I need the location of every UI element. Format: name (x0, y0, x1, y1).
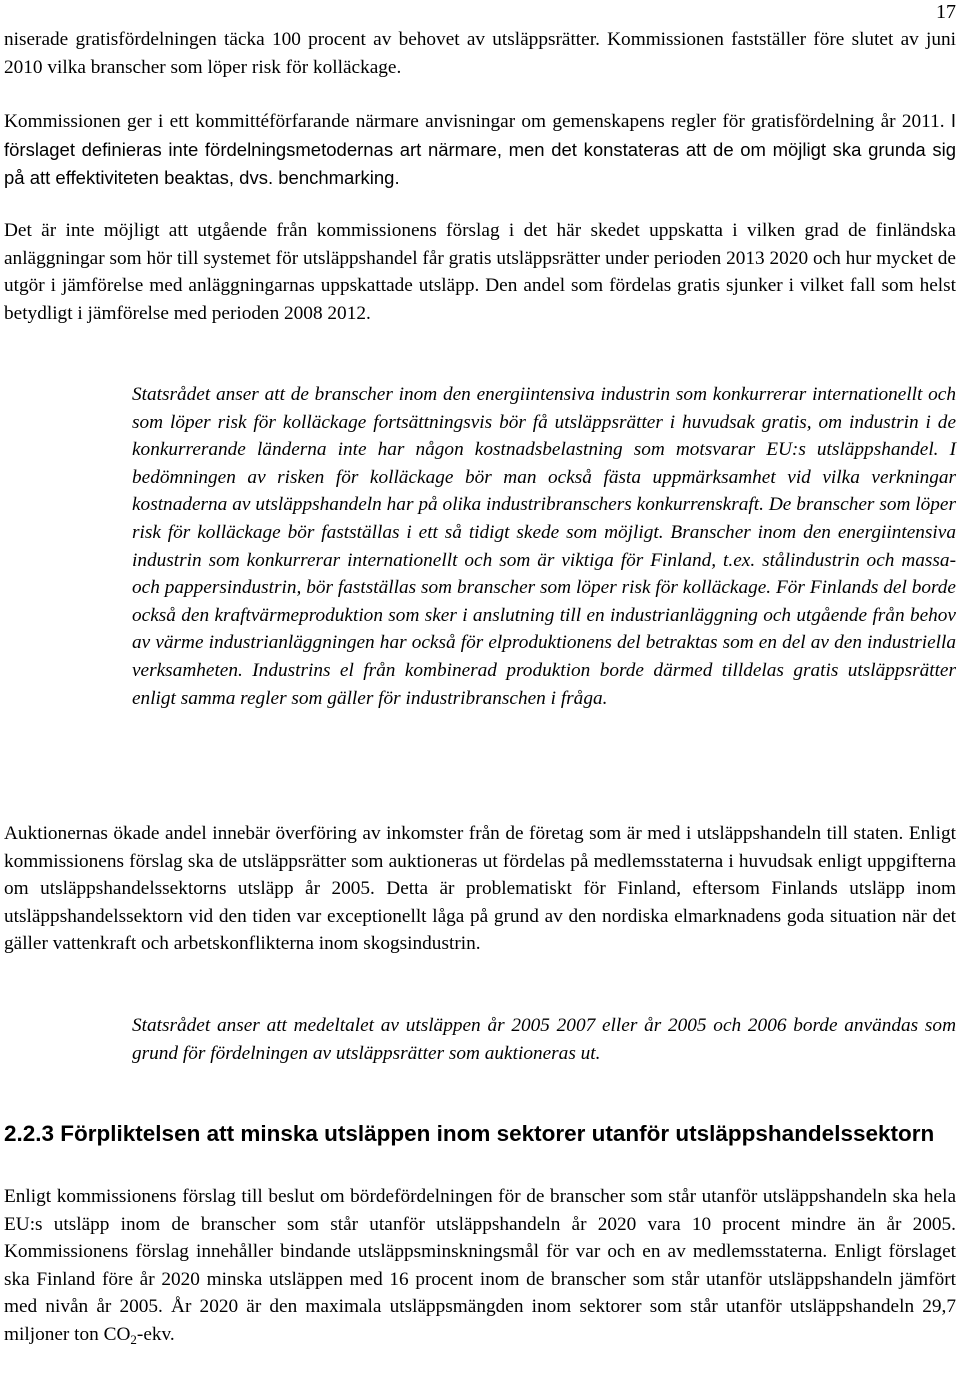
government-position-auction-basis: Statsrådet anser att medeltalet av utsläppen år 2005 2007 eller år 2005 och 2006 borde användas som grund för fördelningen av utsläppsrätter som auktioneras ut. (132, 1015, 956, 1064)
paragraph-committee-procedure (4, 107, 956, 193)
paragraph-auctions: Auktionernas ökade andel innebär överföring av inkomster från de företag som är med i utsläppshandeln till staten. Enligt kommissionens förslag ska de utsläppsrätter som auktioneras ut fördelas på medlemsstaterna i huvudsak enligt uppgifterna om utsläppshandelssektorns utsläpp år 2005. Detta är problematiskt för Finland, eftersom Finlands utsläpp inom utsläppshandelssektorn vid den tiden var exceptionellt låga på grund av den nordiska elmarknadens goda situation när det gäller vattenkraft och arbetskonflikterna inom skogsindustrin. (4, 823, 956, 955)
co2-subscript: 2 (130, 1331, 137, 1347)
paragraph-estimate: Det är inte möjligt att utgående från kommissionens förslag i det här skedet uppskatta i vilken grad de finländska anläggningar som hör till systemet för utsläppshandel får gratis utsläppsrätter under perioden 2013 2020 och hur mycket de utgör i jämförelse med anläggningarnas uppskattade utsläpp. Den andel som fördelas gratis sjunker i vilket fall som helst betydligt i jämförelse med perioden 2008 2012. (4, 220, 956, 324)
effort-sharing-text: Enligt kommissionens förslag till beslut om bördefördelningen för de branscher som står utanför utsläppshandeln ska hela EU:s utsläpp inom de branscher som står utanför utsläppshandeln år 2020 vara 10 procent mindre än år 2005. Kommissionens förslag innehåller bindande utsläppsminskningsmål för var och en av medlemsstaterna. Enligt förslaget ska Finland före år 2020 minska utsläppen med 16 procent inom de branscher som står utanför utsläppshandeln jämfört med nivån år 2005. År 2020 är den maximala utsläppsmängden inom sektorer som står utanför utsläppshandeln 29,7 miljoner ton CO (4, 1186, 956, 1345)
paragraph-free-allocation: niserade gratisfördelningen täcka 100 procent av behovet av utsläppsrätter. Kommissionen fastställer före slutet av juni 2010 vilka branscher som löper risk för kolläckage. (4, 29, 956, 78)
paragraph-effort-sharing (4, 1183, 956, 1349)
page-number: 17 (936, 1, 956, 23)
benchmarking-sentence: I förslaget definieras inte fördelningsmetodernas art närmare, men det konstateras att de om möjligt ska grunda sig på att effektiviteten beaktas, dvs. benchmarking. (4, 110, 956, 189)
government-position-carbon-leakage: Statsrådet anser att de branscher inom den energiintensiva industrin som konkurrerar internationellt och som löper risk för kolläckage fortsättningsvis bör få utsläppsrätter i huvudsak gratis, om industrin i de konkurrerande länderna inte har någon kostnadsbelastning som motsvarar EU:s utsläppshandel. I bedömningen av risken för kolläckage bör man också fästa uppmärksamhet vid vilka verkningar kostnaderna av utsläppshandeln har på olika industribranschers konkurrenskraft. De branscher som löper risk för kolläckage bör fastställas i ett så tidigt skede som möjligt. Branscher inom den energiintensiva industrin som konkurrerar internationellt och som är viktiga för Finland, t.ex. stålindustrin och massa- och pappersindustrin, bör fastställas som branscher som löper risk för kolläckage. För Finlands del borde också den kraftvärmeproduktion som sker i anslutning till en industrianläggning och utgående från behov av värme industrianläggningen har också för elproduktionens del betraktas som en del av den industriella verksamheten. Industrins el från kombinerad produktion borde därmed tilldelas gratis utsläppsrätter enligt samma regler som gäller för industribranschen i fråga. (132, 384, 956, 709)
committee-sentence: Kommissionen ger i ett kommittéförfarande närmare anvisningar om gemenskapens regler för gratisfördelning år 2011. (4, 111, 945, 132)
unit-suffix: -ekv. (136, 1323, 175, 1345)
section-heading: 2.2.3 Förpliktelsen att minska utsläppen inom sektorer utanför utsläppshandelssektorn (4, 1121, 935, 1146)
